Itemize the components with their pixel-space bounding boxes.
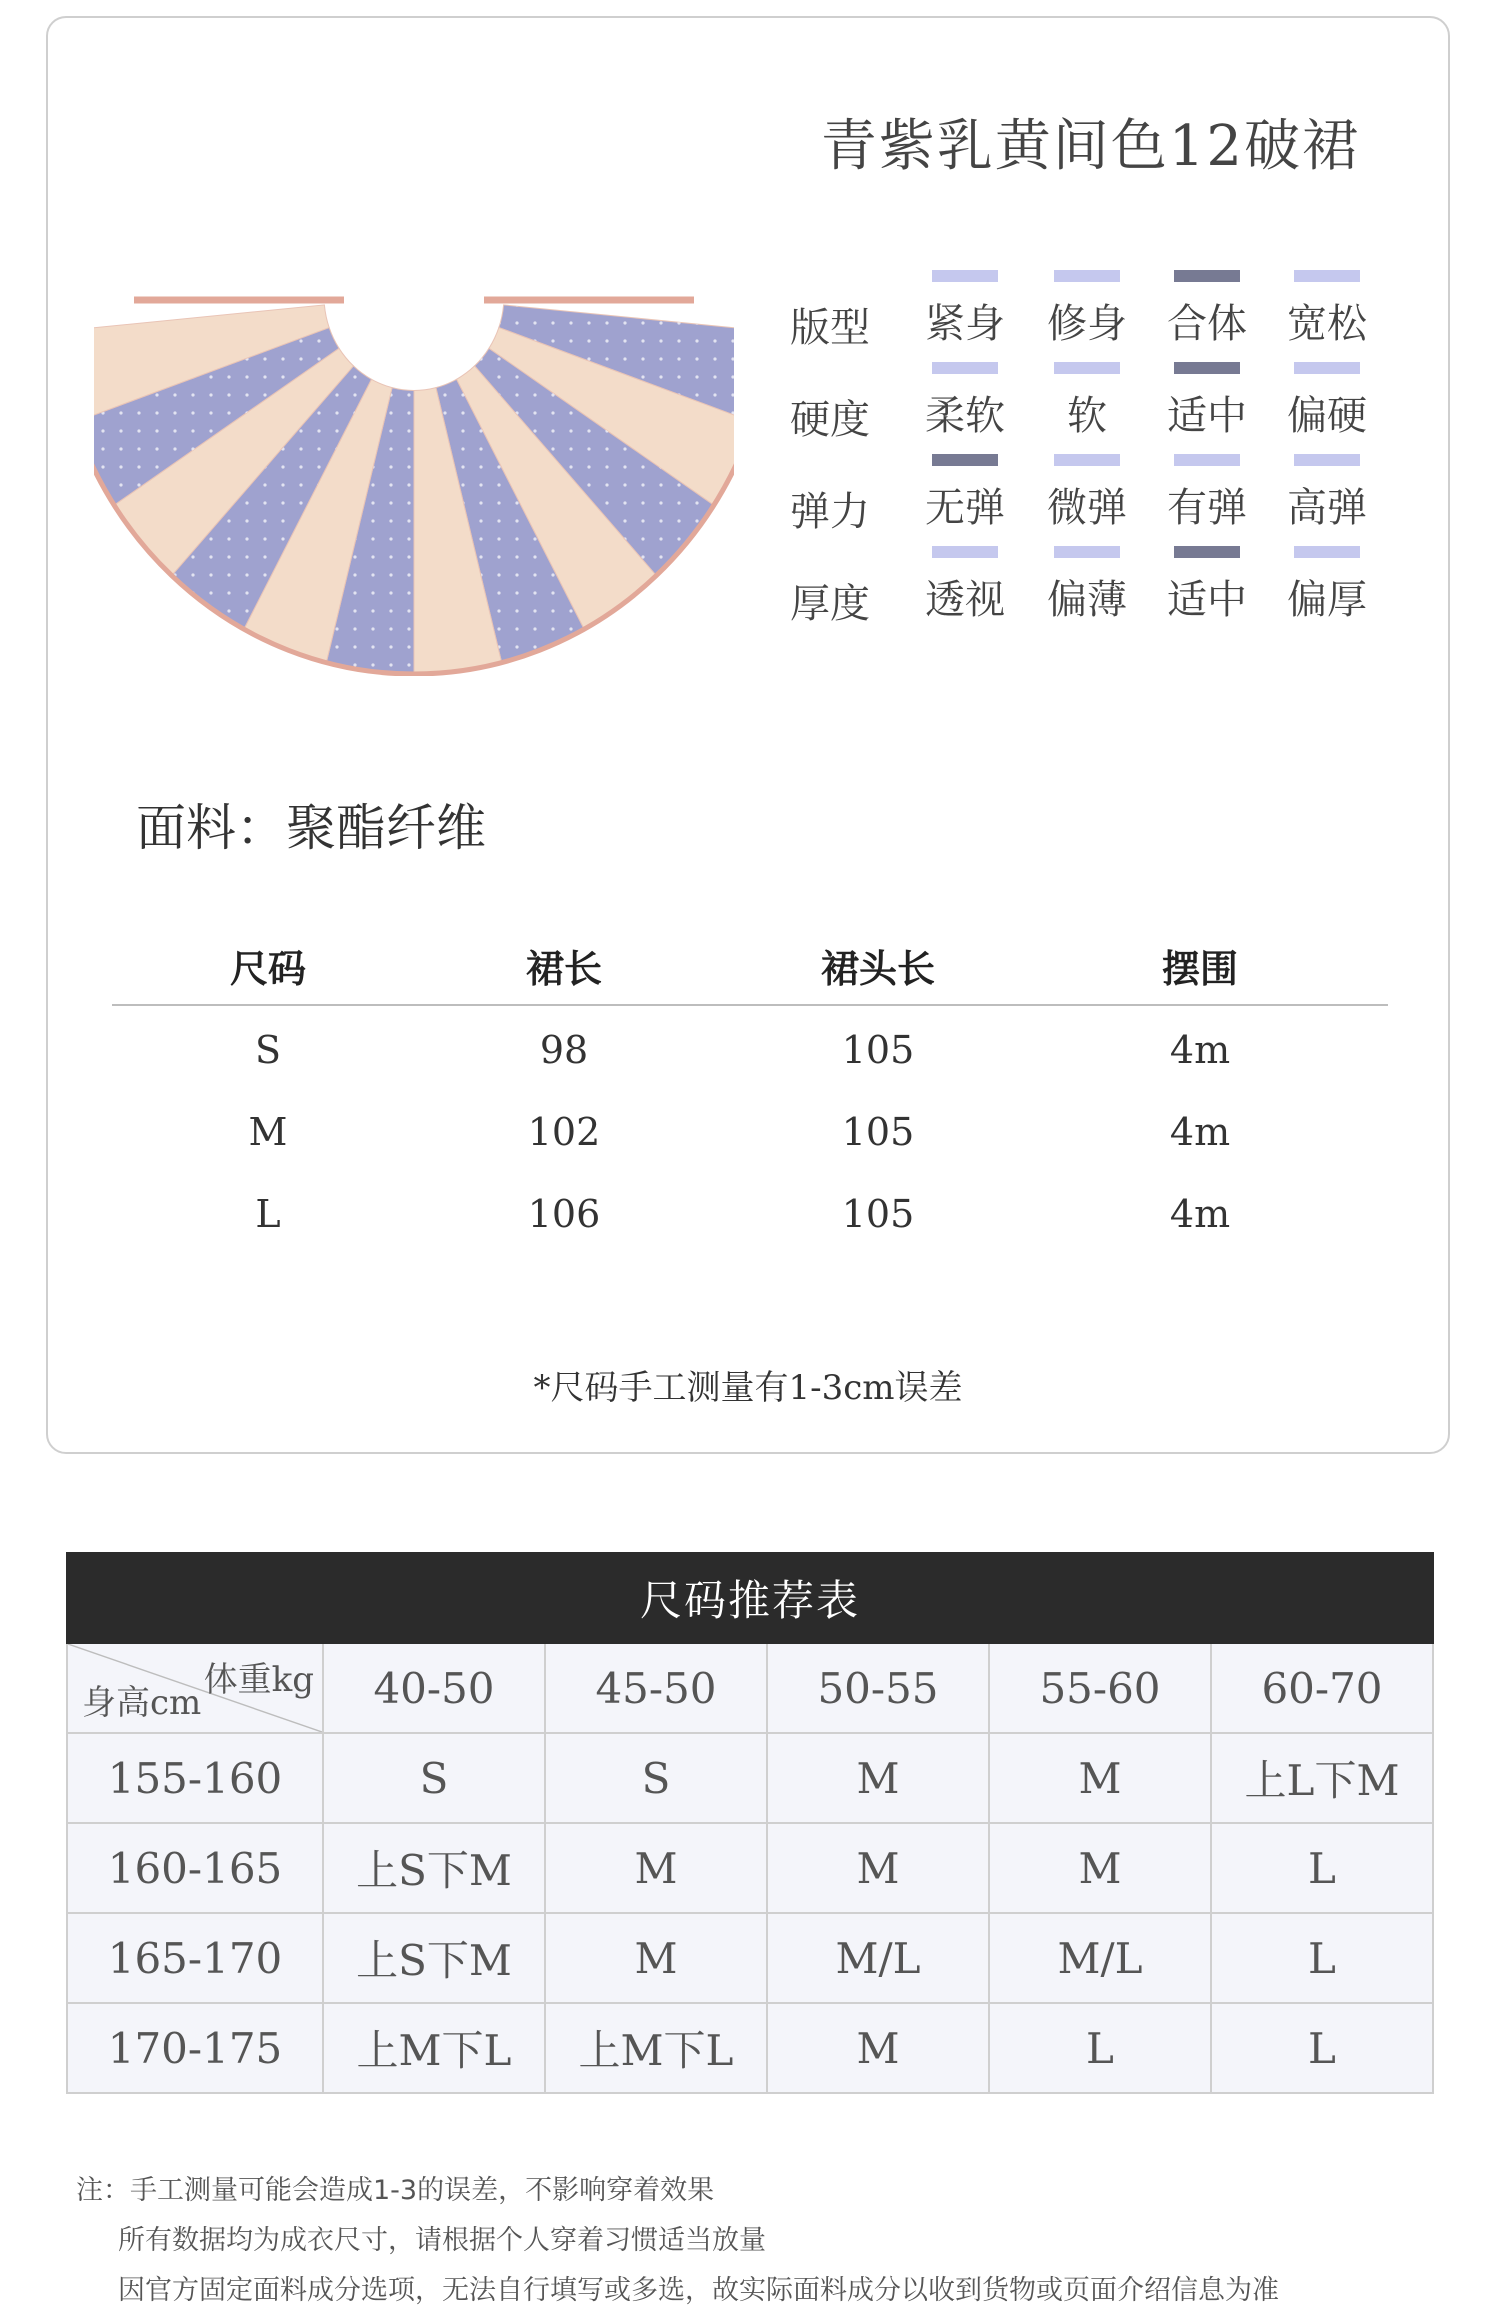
attribute-option bbox=[1162, 546, 1252, 625]
size-cell: L bbox=[1211, 2003, 1433, 2093]
fabric-value: 聚酯纤维 bbox=[286, 799, 486, 857]
size-cell: M bbox=[545, 1823, 767, 1913]
cell-waist: 105 bbox=[841, 1110, 915, 1154]
height-range: 160-165 bbox=[67, 1823, 323, 1913]
weight-range: 55-60 bbox=[989, 1643, 1211, 1733]
weight-axis-label: 体重kg bbox=[203, 1660, 314, 1700]
size-cell: 上S下M bbox=[323, 1913, 545, 2003]
attribute-row bbox=[790, 270, 1410, 351]
weight-range: 40-50 bbox=[323, 1643, 545, 1733]
attribute-option-label: 柔软 bbox=[925, 393, 1005, 439]
attribute-option bbox=[1162, 454, 1252, 533]
weight-range: 45-50 bbox=[545, 1643, 767, 1733]
header-size: 尺码 bbox=[229, 946, 307, 991]
size-cell: M bbox=[767, 1823, 989, 1913]
attribute-option bbox=[1162, 270, 1252, 349]
attribute-option bbox=[920, 454, 1010, 533]
recommendation-title: 尺码推荐表 bbox=[67, 1553, 1433, 1643]
attribute-option-label: 紧身 bbox=[925, 301, 1005, 347]
size-cell: M bbox=[989, 1733, 1211, 1823]
size-cell: M bbox=[989, 1823, 1211, 1913]
indicator-bar bbox=[1054, 454, 1120, 466]
cell-size: S bbox=[254, 1028, 282, 1072]
selected-indicator-bar bbox=[1174, 546, 1240, 558]
cell-waist: 105 bbox=[841, 1028, 915, 1072]
indicator-bar bbox=[932, 270, 998, 282]
attribute-option-label: 宽松 bbox=[1287, 301, 1367, 347]
attribute-option bbox=[1042, 362, 1132, 441]
indicator-bar bbox=[1054, 270, 1120, 282]
footnote: 因官方固定面料成分选项，无法自行填写或多选，故实际面料成分以收到货物或页面介绍信息为准 bbox=[118, 2275, 1279, 2306]
cell-waist: 105 bbox=[841, 1192, 915, 1236]
cell-length: 102 bbox=[527, 1110, 601, 1154]
table-row bbox=[67, 1913, 1433, 2003]
product-card bbox=[46, 16, 1450, 1454]
cell-hem: 4m bbox=[1169, 1192, 1231, 1236]
attribute-option bbox=[1282, 270, 1372, 349]
footnote: 所有数据均为成衣尺寸，请根据个人穿着习惯适当放量 bbox=[118, 2225, 766, 2256]
cell-hem: 4m bbox=[1169, 1110, 1231, 1154]
attribute-option-label: 有弹 bbox=[1167, 485, 1247, 531]
size-table bbox=[112, 918, 1388, 1252]
attribute-option bbox=[1282, 362, 1372, 441]
size-cell: L bbox=[1211, 1913, 1433, 2003]
table-row bbox=[112, 1006, 1388, 1088]
attribute-row bbox=[790, 362, 1410, 443]
selected-indicator-bar bbox=[932, 454, 998, 466]
size-table-header bbox=[112, 918, 1388, 1006]
size-cell: M bbox=[545, 1913, 767, 2003]
footnote: 注：手工测量可能会造成1-3的误差，不影响穿着效果 bbox=[76, 2175, 715, 2206]
table-row bbox=[67, 1733, 1433, 1823]
attribute-option bbox=[1042, 454, 1132, 533]
product-title: 青紫乳黄间色12破裙 bbox=[820, 114, 1360, 179]
size-cell: S bbox=[545, 1733, 767, 1823]
attribute-option-label: 合体 bbox=[1167, 301, 1247, 347]
attribute-label: 版型 bbox=[790, 305, 870, 351]
cell-size: L bbox=[255, 1192, 281, 1236]
footnotes bbox=[76, 2168, 1279, 2318]
table-row bbox=[112, 1088, 1388, 1170]
skirt-image bbox=[94, 296, 734, 676]
height-range: 155-160 bbox=[67, 1733, 323, 1823]
attribute-option bbox=[1042, 546, 1132, 625]
indicator-bar bbox=[1054, 362, 1120, 374]
header-hem: 摆围 bbox=[1161, 946, 1239, 991]
cell-size: M bbox=[248, 1110, 288, 1154]
attribute-option-label: 适中 bbox=[1167, 393, 1247, 439]
attribute-option-label: 适中 bbox=[1167, 577, 1247, 623]
indicator-bar bbox=[1054, 546, 1120, 558]
indicator-bar bbox=[932, 546, 998, 558]
attribute-option bbox=[1042, 270, 1132, 349]
height-axis-label: 身高cm bbox=[82, 1683, 202, 1723]
attribute-option bbox=[920, 270, 1010, 349]
height-range: 170-175 bbox=[67, 2003, 323, 2093]
attribute-row bbox=[790, 454, 1410, 535]
attribute-option bbox=[1282, 546, 1372, 625]
table-row bbox=[67, 2003, 1433, 2093]
fabric-label: 面料： bbox=[136, 799, 286, 857]
height-range: 165-170 bbox=[67, 1913, 323, 2003]
measurement-note: *尺码手工测量有1-3cm误差 bbox=[533, 1368, 963, 1408]
attribute-option-label: 透视 bbox=[925, 577, 1005, 623]
weight-range: 50-55 bbox=[767, 1643, 989, 1733]
weight-range: 60-70 bbox=[1211, 1643, 1433, 1733]
size-cell: M bbox=[767, 1733, 989, 1823]
size-cell: L bbox=[989, 2003, 1211, 2093]
fabric-info bbox=[136, 788, 486, 860]
weight-header-row bbox=[67, 1643, 1433, 1733]
attribute-option bbox=[920, 546, 1010, 625]
table-row bbox=[67, 1823, 1433, 1913]
indicator-bar bbox=[1294, 546, 1360, 558]
size-cell: 上M下L bbox=[545, 2003, 767, 2093]
corner-cell bbox=[67, 1643, 323, 1733]
header-waist: 裙头长 bbox=[820, 946, 936, 991]
selected-indicator-bar bbox=[1174, 362, 1240, 374]
size-cell: 上S下M bbox=[323, 1823, 545, 1913]
attribute-label: 弹力 bbox=[790, 489, 870, 535]
attribute-option-label: 偏厚 bbox=[1287, 577, 1367, 623]
attribute-option-label: 无弹 bbox=[925, 485, 1005, 531]
indicator-bar bbox=[1294, 362, 1360, 374]
attribute-option-label: 修身 bbox=[1047, 301, 1127, 347]
indicator-bar bbox=[1174, 454, 1240, 466]
attribute-row bbox=[790, 546, 1410, 627]
selected-indicator-bar bbox=[1174, 270, 1240, 282]
size-cell: M/L bbox=[989, 1913, 1211, 2003]
indicator-bar bbox=[1294, 454, 1360, 466]
indicator-bar bbox=[1294, 270, 1360, 282]
size-cell: L bbox=[1211, 1823, 1433, 1913]
cell-hem: 4m bbox=[1169, 1028, 1231, 1072]
attribute-label: 硬度 bbox=[790, 397, 870, 443]
size-cell: 上M下L bbox=[323, 2003, 545, 2093]
cell-length: 98 bbox=[539, 1028, 589, 1072]
size-recommendation-table bbox=[66, 1552, 1434, 2094]
indicator-bar bbox=[932, 362, 998, 374]
size-cell: 上L下M bbox=[1211, 1733, 1433, 1823]
attribute-option-label: 高弹 bbox=[1287, 485, 1367, 531]
attribute-option bbox=[1282, 454, 1372, 533]
attribute-option-label: 偏薄 bbox=[1047, 577, 1127, 623]
cell-length: 106 bbox=[527, 1192, 601, 1236]
table-row bbox=[112, 1170, 1388, 1252]
attribute-label: 厚度 bbox=[790, 581, 870, 627]
header-length: 裙长 bbox=[525, 946, 603, 991]
size-cell: M bbox=[767, 2003, 989, 2093]
attribute-option bbox=[1162, 362, 1252, 441]
attribute-option bbox=[920, 362, 1010, 441]
attribute-option-label: 软 bbox=[1067, 393, 1107, 439]
attribute-option-label: 微弹 bbox=[1047, 485, 1127, 531]
size-cell: S bbox=[323, 1733, 545, 1823]
size-cell: M/L bbox=[767, 1913, 989, 2003]
attribute-option-label: 偏硬 bbox=[1287, 393, 1367, 439]
